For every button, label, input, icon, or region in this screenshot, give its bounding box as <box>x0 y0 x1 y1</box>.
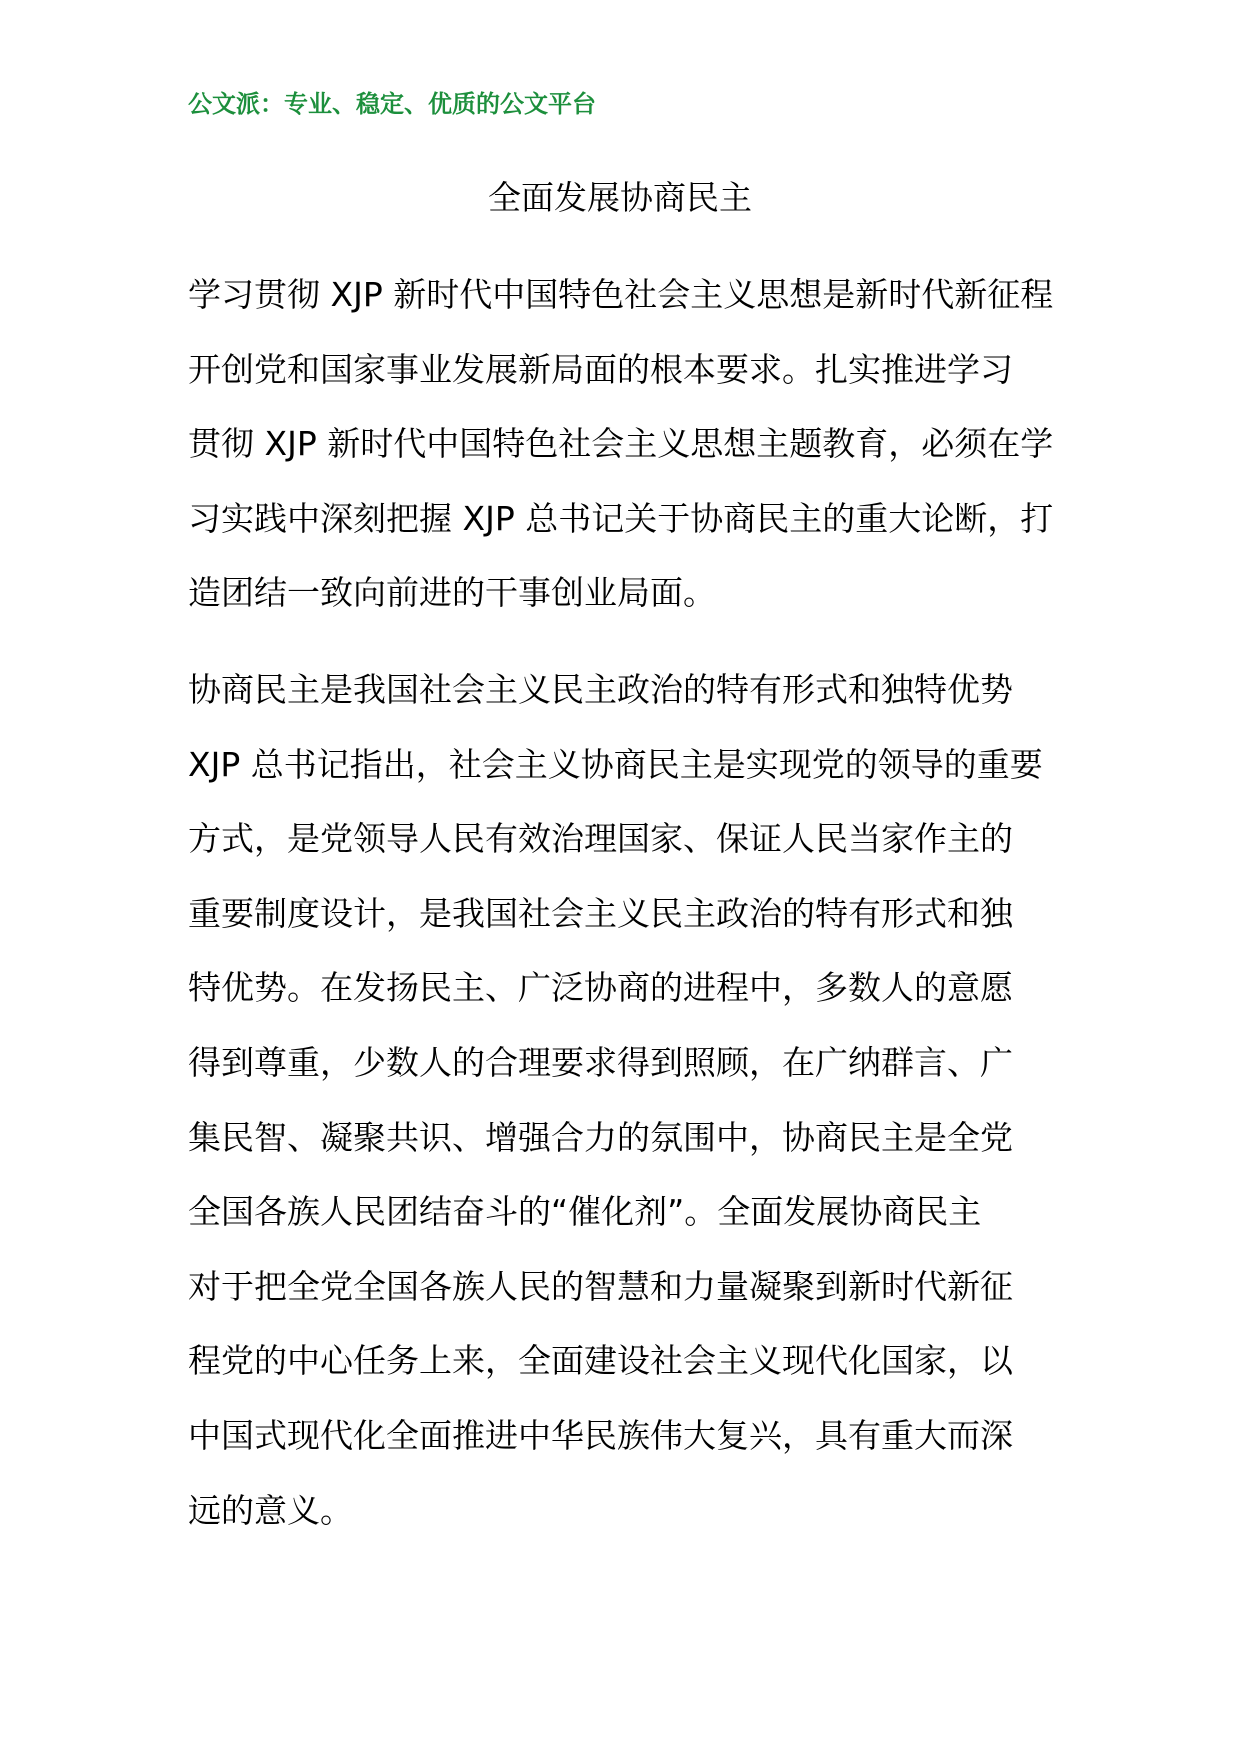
text-line: 协商民主是我国社会主义民主政治的特有形式和独特优势 <box>188 669 1013 709</box>
text-line: 特优势。在发扬民主、广泛协商的进程中，多数人的意愿 <box>188 968 1013 1008</box>
text-line: 对于把全党全国各族人民的智慧和力量凝聚到新时代新征 <box>188 1266 1013 1306</box>
text-line: XJP 总书记指出，社会主义协商民主是实现党的领导的重要 <box>188 744 1043 784</box>
paragraph-2 <box>188 653 1058 1548</box>
text-line: 得到尊重，少数人的合理要求得到照顾，在广纳群言、广 <box>188 1042 1013 1082</box>
text-line: 方式，是党领导人民有效治理国家、保证人民当家作主的 <box>188 819 1013 859</box>
text-line: 重要制度设计，是我国社会主义民主政治的特有形式和独 <box>188 893 1013 933</box>
text-line: 全国各族人民团结奋斗的“催化剂”。全面发展协商民主 <box>188 1192 982 1232</box>
document-body <box>188 258 1058 1570</box>
text-line: 习实践中深刻把握 XJP 总书记关于协商民主的重大论断，打 <box>188 498 1054 538</box>
text-line: 远的意义。 <box>188 1490 353 1530</box>
text-line: 开创党和国家事业发展新局面的根本要求。扎实推进学习 <box>188 349 1013 389</box>
document-title: 全面发展协商民主 <box>488 178 752 217</box>
brand-header: 公文派：专业、稳定、优质的公文平台 <box>188 90 596 118</box>
text-line: 贯彻 XJP 新时代中国特色社会主义思想主题教育，必须在学 <box>188 424 1054 464</box>
text-line: 中国式现代化全面推进中华民族伟大复兴，具有重大而深 <box>188 1415 1013 1455</box>
text-line: 程党的中心任务上来，全面建设社会主义现代化国家，以 <box>188 1341 1013 1381</box>
text-line: 造团结一致向前进的干事创业局面。 <box>188 573 716 613</box>
text-line: 集民智、凝聚共识、增强合力的氛围中，协商民主是全党 <box>188 1117 1013 1157</box>
text-line: 学习贯彻 XJP 新时代中国特色社会主义思想是新时代新征程 <box>188 275 1054 314</box>
paragraph-1 <box>188 258 1058 631</box>
